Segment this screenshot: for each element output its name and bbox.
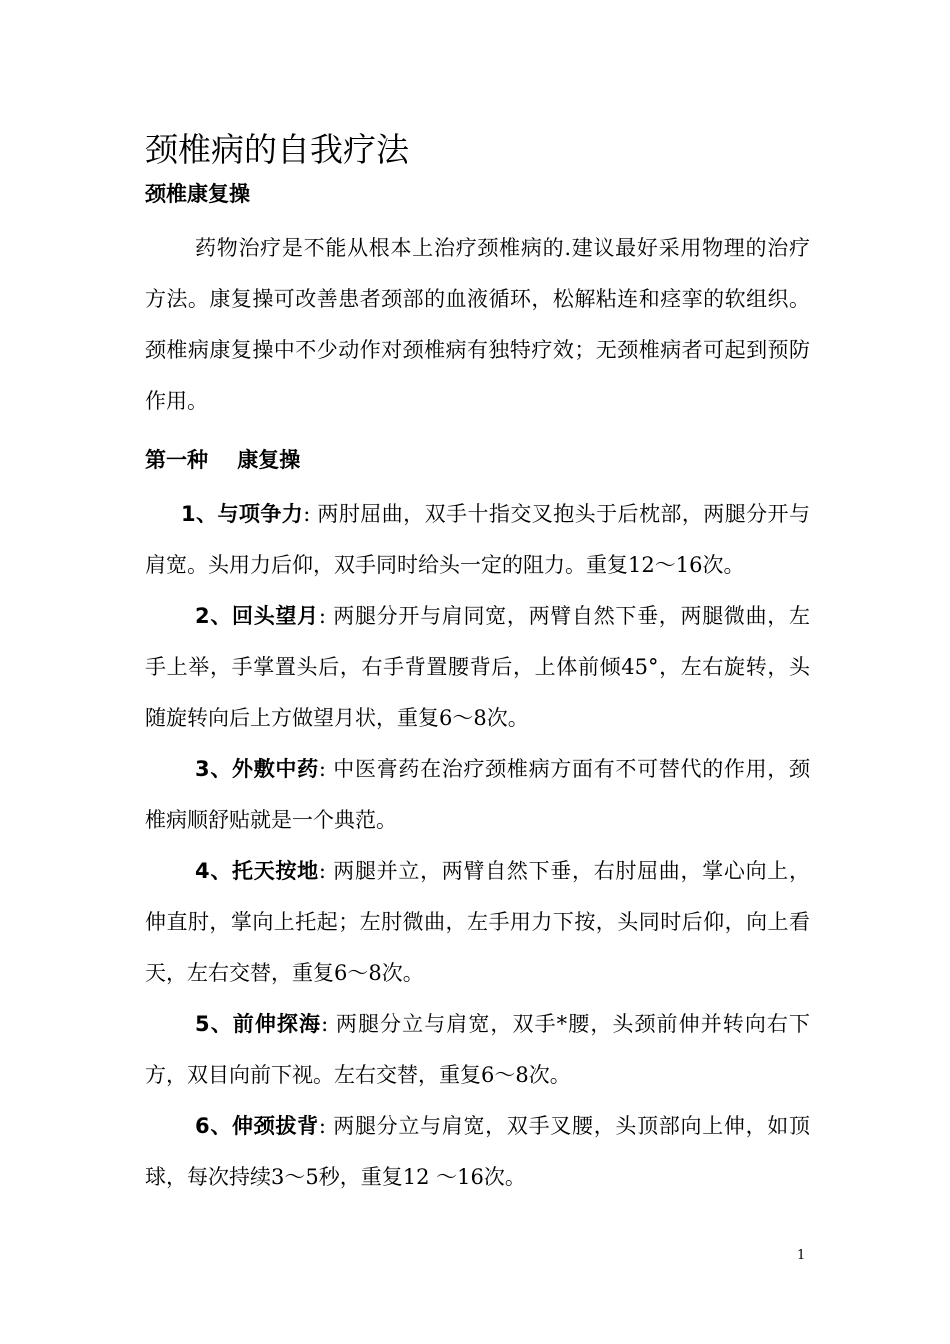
page-number: 1 [797,1248,806,1263]
exercise-item-text: : 两腿分立与肩宽，双手*腰，头颈前伸并转向右下方，双目向前下视。左右交替，重复6～8次。 [145,1012,810,1087]
exercise-item-text: : 两腿并立，两臂自然下垂，右肘屈曲，掌心向上，伸直肘，掌向上托起；左肘微曲，左手用力下按，头同时后仰，向上看天，左右交替，重复6～8次。 [145,859,810,985]
exercise-item-label: 5、前伸探海 [195,1012,322,1036]
exercise-item [145,846,810,999]
exercise-item-text: : 中医膏药在治疗颈椎病方面有不可替代的作用，颈椎病顺舒贴就是一个典范。 [145,757,810,832]
intro-paragraph: 药物治疗是不能从根本上治疗颈椎病的.建议最好采用物理的治疗方法。康复操可改善患者颈部的血液循环，松解粘连和痉挛的软组织。颈椎病康复操中不少动作对颈椎病有独特疗效；无颈椎病者可起到预防作用。 [145,236,810,413]
exercise-item-label: 3、外敷中药 [195,757,319,781]
exercise-item-text: : 两肘屈曲，双手十指交叉抱头于后枕部，两腿分开与肩宽。头用力后仰，双手同时给头一定的阻力。重复12～16次。 [145,502,810,577]
exercise-item [145,744,810,846]
exercise-item-label: 4、托天按地 [195,859,319,883]
document-title: 颈椎病的自我疗法 [145,130,409,169]
exercise-item-label: 1、与项争力 [181,502,304,526]
exercise-item-label: 6、伸颈拔背 [195,1114,319,1138]
exercise-item-text: : 两腿分立与肩宽，双手叉腰，头顶部向上伸，如顶球，每次持续3～5秒，重复12 ～16次。 [145,1114,810,1189]
section-title: 颈椎康复操 [145,182,250,206]
exercise-item [145,1101,810,1203]
exercise-item-label: 2、回头望月 [195,604,319,628]
exercise-item [145,999,810,1101]
exercise-item [145,591,810,744]
exercise-item-text: : 两腿分开与肩同宽，两臂自然下垂，两腿微曲，左手上举，手掌置头后，右手背置腰背后，上体前倾45°，左右旋转，头随旋转向后上方做望月状，重复6～8次。 [145,604,810,730]
exercise-item [145,489,810,591]
exercise-set-title: 第一种 康复操 [145,448,301,472]
document-page [145,128,810,1203]
